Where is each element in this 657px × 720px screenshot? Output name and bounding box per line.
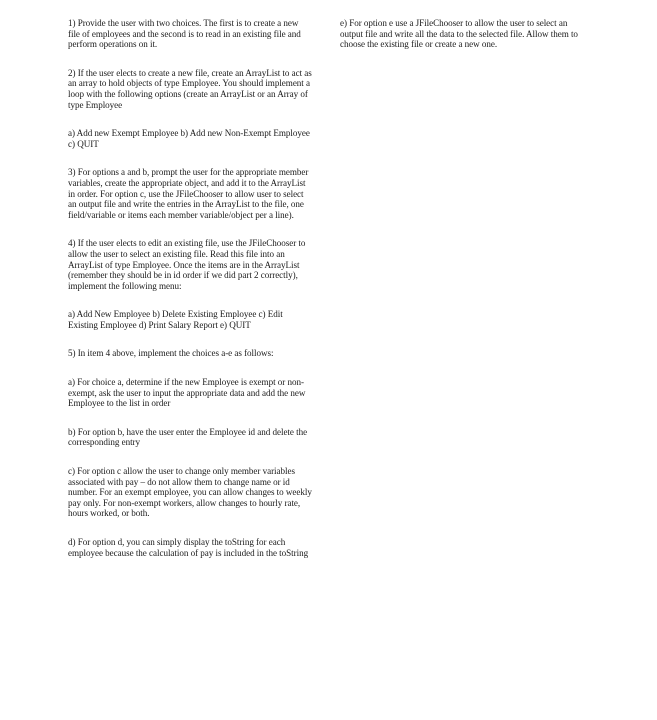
paragraph-11: d) For option d, you can simply display the toString for each employee because the calculation of pay is included in the toString [68, 537, 309, 558]
paragraph-1: 1) Provide the user with two choices. The first is to create a new file of employees and the second is to read in an existing file and perform operations on it. [68, 18, 301, 50]
paragraph-7: 5) In item 4 above, implement the choices a-e as follows: [68, 348, 274, 359]
paragraph-6: a) Add New Employee b) Delete Existing Employee c) Edit Existing Employee d) Print Salary Report e) QUIT [68, 309, 283, 330]
paragraph-12: e) For option e use a JFileChooser to allow the user to select an output file and write all the data to the selected file. Allow them to choose the existing file or create a new one. [340, 18, 578, 50]
paragraph-9: b) For option b, have the user enter the Employee id and delete the corresponding entry [68, 426, 308, 448]
paragraph-4: 3) For options a and b, prompt the user for the appropriate member variables, create the appropriate object, and add it to the ArrayList in order. For option c, use the JFileChooser to allow user to select an output file and write the entries in the ArrayList to the file, one field/variable or items each member variable/object per a line). [68, 167, 309, 220]
right-column [340, 18, 586, 68]
paragraph-5: 4) If the user elects to edit an existing file, use the JFileChooser to allow the user to select an existing file. Read this file into an ArrayList of type Employee. Once the items are in the ArrayList (remember they should be in id order if we did part 2 correctly), implement the following menu: [68, 238, 306, 291]
paragraph-8: a) For choice a, determine if the new Employee is exempt or non-exempt, ask the user to input the appropriate data and add the new Employee to the list in order [68, 377, 306, 409]
paragraph-3: a) Add new Exempt Employee b) Add new Non-Exempt Employee c) QUIT [68, 128, 310, 149]
left-column [68, 18, 312, 575]
paragraph-10: c) For option c allow the user to change only member variables associated with pay – do not allow them to change name or id number. For an exempt employee, you can allow changes to weekly pay only. For non-exempt workers, allow changes to hourly rate, hours worked, or both. [68, 466, 312, 519]
paragraph-2: 2) If the user elects to create a new file, create an ArrayList to act as an array to hold objects of type Employee. You should implement a loop with the following options (create an ArrayList or an Array of type Employee [68, 67, 312, 110]
